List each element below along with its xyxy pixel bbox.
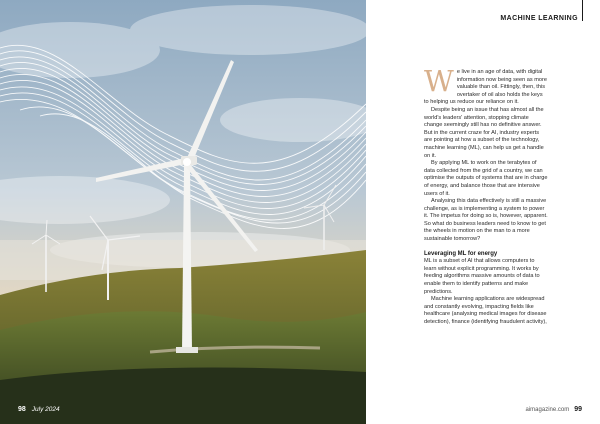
left-page-folio: [18, 406, 60, 413]
article-page: [366, 0, 600, 424]
article-subheading: Leveraging ML for energy: [424, 250, 498, 257]
article-paragraph: We live in an age of data, with digital information now being seen as more valuable than oil. Fittingly, then, this overtaker of oil also holds the keys to helping us reduce our reliance on it.: [424, 64, 547, 106]
right-page-number: 99: [574, 406, 582, 413]
section-label: MACHINE LEARNING: [500, 15, 578, 22]
article-body: [424, 64, 548, 327]
foreground-slope: [0, 368, 366, 424]
section-rule: [582, 0, 584, 21]
article-paragraph: By applying ML to work on the terabytes of data collected from the grid of a country, we can optimise the outputs of systems that are in charge of energy, and balance those that are intensive users of it.: [424, 160, 548, 197]
left-page-number: 98: [18, 406, 26, 413]
right-page-folio: [526, 406, 582, 413]
article-paragraph: ML is a subset of AI that allows computers to learn without explicit programming. It works by feeding algorithms massive amounts of data to enable them to identify patterns and make predictions.: [424, 258, 540, 295]
article-paragraph: Despite being an issue that has almost all the world's leaders' attention, stopping climate change seemingly still has no definitive answer. But in the current craze for AI, industry experts are pointing at how a subset of the technology, machine learning (ML), can help us get a handle on it.: [424, 106, 544, 159]
article-paragraph: Analysing this data effectively is still a massive challenge, as is implementing a system to power it. The impetus for doing so is, however, apparent. So what do business leaders need to know to get the wheels in motion on the man to a more sustainable tomorrow?: [424, 198, 548, 243]
article-paragraph: Machine learning applications are widespread and constantly evolving, impacting fields like healthcare (analysing medical images for disease detection), finance (identifying fraudulent activity),: [424, 296, 547, 325]
site-url[interactable]: aimagazine.com: [525, 407, 570, 413]
issue-date: July 2024: [31, 406, 60, 413]
drop-cap: W: [424, 64, 454, 98]
